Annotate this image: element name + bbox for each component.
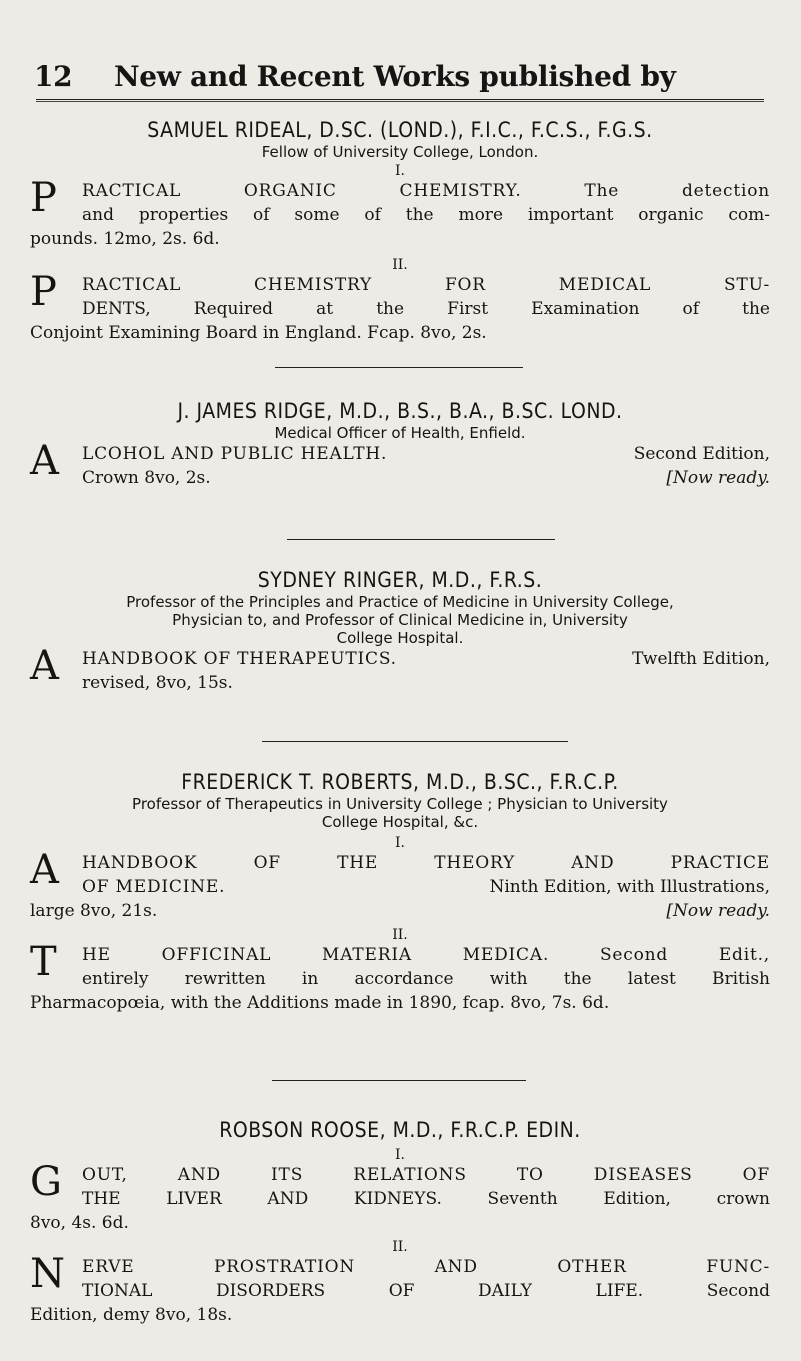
drop-cap: A (30, 643, 59, 689)
author-name: J. JAMES RIDGE, M.D., B.S., B.A., B.SC. LOND. (177, 399, 623, 423)
format-price: Crown 8vo, 2s. (82, 468, 211, 488)
entry-line: HANDBOOK OF THE THEORY AND PRACTICE (82, 853, 770, 873)
section-divider (262, 741, 568, 742)
entry-line: entirely rewritten in accordance with the latest British (82, 969, 770, 989)
entry-line: DENTS, Required at the First Examination of the (82, 299, 770, 319)
book-entry (30, 939, 770, 1015)
entry-line: Edition, demy 8vo, 18s. (30, 1305, 233, 1325)
author-name: SYDNEY RINGER, M.D., F.R.S. (257, 568, 543, 592)
entry-line: ERVE PROSTRATION AND OTHER FUNC- (82, 1257, 770, 1277)
author-section-roberts (30, 769, 770, 1015)
entry-line: THE LIVER AND KIDNEYS. Seventh Edition, crown (82, 1189, 770, 1209)
section-divider (275, 367, 523, 368)
author-name: SAMUEL RIDEAL, D.SC. (LOND.), F.I.C., F.C.S., F.G.S. (147, 118, 653, 142)
entry-line: RACTICAL ORGANIC CHEMISTRY. The detection (82, 181, 770, 201)
section-divider (287, 539, 555, 540)
page-number: 12 (34, 60, 73, 93)
author-affiliation: College Hospital, &c. (321, 813, 479, 831)
drop-cap: P (30, 175, 57, 221)
author-section-roose (30, 1117, 770, 1327)
entry-line: 8vo, 4s. 6d. (30, 1213, 129, 1233)
drop-cap: T (30, 939, 57, 985)
drop-cap: P (30, 269, 57, 315)
book-entry (30, 1159, 770, 1235)
edition-note: Twelfth Edition, (632, 649, 770, 669)
entry-line (30, 899, 770, 923)
ready-note: [Now ready. (666, 901, 770, 921)
header-rule (36, 99, 764, 100)
book-title: HANDBOOK OF THERAPEUTICS. (82, 649, 397, 669)
drop-cap: A (30, 847, 59, 893)
author-section-rideal (30, 117, 770, 345)
entry-line: Pharmacopœia, with the Additions made in 1890, fcap. 8vo, 7s. 6d. (30, 993, 610, 1013)
entry-line: OUT, AND ITS RELATIONS TO DISEASES OF (82, 1165, 770, 1185)
entry-line: Conjoint Examining Board in England. Fcap. 8vo, 2s. (30, 323, 487, 343)
author-affiliation: Professor of the Principles and Practice of Medicine in University College, (126, 593, 674, 611)
entry-number: II. (392, 1239, 408, 1255)
author-affiliation: Fellow of University College, London. (261, 143, 539, 161)
entry-number: I. (395, 163, 405, 179)
author-name: FREDERICK T. ROBERTS, M.D., B.SC., F.R.C.P. (181, 770, 619, 794)
entry-line: RACTICAL CHEMISTRY FOR MEDICAL STU- (82, 275, 770, 295)
book-entry (30, 1251, 770, 1327)
entry-line (30, 466, 770, 490)
header-rule-thin (36, 101, 764, 102)
book-title: LCOHOL AND PUBLIC HEALTH. (82, 444, 388, 464)
entry-line: HE OFFICINAL MATERIA MEDICA. Second Edit., (82, 945, 770, 965)
entry-number: II. (392, 257, 408, 273)
running-title: New and Recent Works published by (114, 60, 676, 93)
entry-number: II. (392, 927, 408, 943)
edition-note: Ninth Edition, with Illustrations, (489, 877, 770, 897)
author-affiliation: Professor of Therapeutics in University College ; Physician to University (132, 795, 668, 813)
book-title: OF MEDICINE. (82, 877, 226, 897)
entry-line: revised, 8vo, 15s. (82, 673, 233, 693)
author-affiliation: College Hospital. (336, 629, 464, 647)
entry-number: I. (395, 835, 405, 851)
edition-note: Second Edition, (633, 444, 770, 464)
format-price: large 8vo, 21s. (30, 901, 158, 921)
book-entry (30, 643, 770, 695)
author-name: ROBSON ROOSE, M.D., F.R.C.P. EDIN. (219, 1118, 581, 1142)
book-entry (30, 175, 770, 251)
ready-note: [Now ready. (666, 468, 770, 488)
running-head (34, 60, 764, 100)
entry-line: and properties of some of the more important organic com- (82, 205, 770, 225)
author-affiliation: Physician to, and Professor of Clinical Medicine in, University (172, 611, 628, 629)
drop-cap: N (30, 1251, 65, 1297)
entry-line (30, 647, 770, 671)
drop-cap: A (30, 438, 59, 484)
entry-number: I. (395, 1147, 405, 1163)
author-section-ringer (30, 567, 770, 695)
entry-line (30, 875, 770, 899)
book-entry (30, 269, 770, 345)
entry-line: pounds. 12mo, 2s. 6d. (30, 229, 220, 249)
drop-cap: G (30, 1159, 62, 1205)
author-affiliation: Medical Officer of Health, Enfield. (274, 424, 526, 442)
author-section-ridge (30, 398, 770, 490)
section-divider (272, 1080, 526, 1081)
entry-line: TIONAL DISORDERS OF DAILY LIFE. Second (82, 1281, 770, 1301)
book-entry (30, 847, 770, 923)
entry-line (30, 442, 770, 466)
book-entry (30, 438, 770, 490)
